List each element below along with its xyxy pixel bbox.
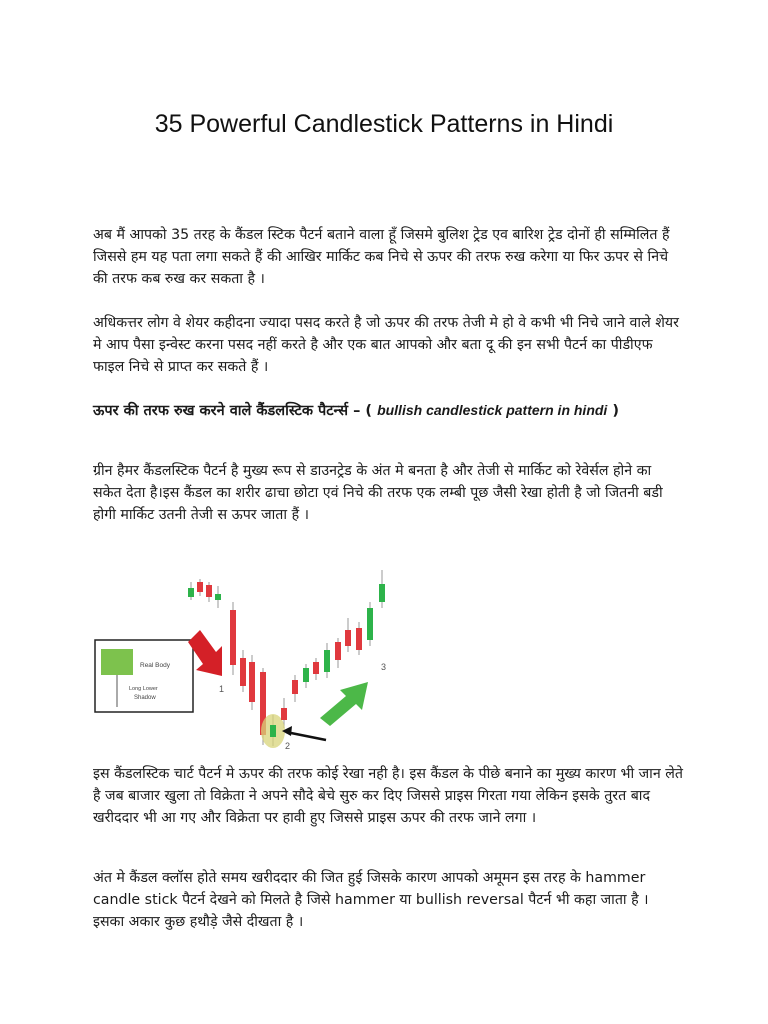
intro-paragraph: अब मैं आपको 35 तरह के कैंडल स्टिक पैटर्न बताने वाला हूँ जिसमे बुलिश ट्रेड एव बारिश ट्रेड दोनों ही सम्मिलित हैं जिससे हम यह पता लगा सकते हैं की आखिर मार्किट कब निचे से ऊपर की तरफ रुख करेगा या फिर ऊपर से निचे की तरफ कब रुख कर सकता है । <box>93 227 670 287</box>
bullish-candle <box>379 584 385 602</box>
bearish-candle <box>345 630 351 646</box>
section-heading-hindi: ऊपर की तरफ रुख करने वाले कैंडलस्टिक पैटर्न्स – ( <box>93 403 372 419</box>
marker-2: 2 <box>285 741 291 751</box>
page-title: 35 Powerful Candlestick Patterns in Hindi <box>154 110 614 138</box>
bearish-candle <box>249 662 255 702</box>
legend-long-lower-label: Long Lower <box>129 686 158 692</box>
bullish-candle <box>324 650 330 672</box>
legend-body-swatch <box>101 649 133 675</box>
bullish-candle <box>188 588 194 597</box>
bearish-candle <box>292 680 298 694</box>
closing-paragraph: अंत मे कैंडल क्लॉस होते समय खरीददार की जित हुई जिसके कारण आपको अमूमन इस तरह के hammer candle stick पैटर्न देखने को मिलते है जिसे hammer या bullish reversal पैटर्न भी कहा जाता है । इसका अकार कुछ हथौड़े जैसे दीखता है । <box>93 870 649 930</box>
hammer-explanation-paragraph: इस कैंडलस्टिक चार्ट पैटर्न मे ऊपर की तरफ कोई रेखा नही है। इस कैंडल के पीछे बनाने का मुख्य कारण भी जान लेते है जब बाजार खुला तो विक्रेता ने अपने सौदे बेचे सुरु कर दिए जिससे प्राइस गिरता गया लेकिन इसके तुरत बाद खरीददार भी आ गए और विक्रेता पर हावी हुए जिससे प्राइस ऊपर की तरफ जाने लगा । <box>93 766 683 826</box>
bearish-candle <box>356 628 362 650</box>
bearish-candle <box>240 658 246 686</box>
bullish-candle <box>367 608 373 640</box>
bullish-candle <box>303 668 309 682</box>
hammer-description-paragraph: ग्रीन हैमर कैंडलस्टिक पैटर्न है मुख्य रूप से डाउनट्रेड के अंत मे बनता है और तेजी से मार्किट को रेवेर्सल होने का सकेत देता है।इस कैंडल का शरीर ढाचा छोटा एवं निचे की तरफ एक लम्बी पूछ जैसी रेखा होती है जो जितनी बडी होगी मार्किट उतनी तेजी स ऊपर जाता हैं । <box>93 463 663 523</box>
uptrend-arrow <box>320 682 368 726</box>
bearish-candle <box>313 662 319 674</box>
candlestick-illustration <box>94 560 394 760</box>
section-heading <box>93 398 683 423</box>
bearish-candle <box>197 582 203 592</box>
bullish-candle <box>215 594 221 600</box>
section-heading-english: bullish candlestick pattern in hindi <box>377 402 608 418</box>
second-paragraph: अधिकत्तर लोग वे शेयर कहीदना ज्यादा पसद करते है जो ऊपर की तरफ तेजी मे हो वे कभी भी निचे जाने वाले शेयर मे आप पैसा इन्वेस्ट करना पसद नहीं करते है और एक बात आपको और बता दू की इन सभी पैटर्न का पीडीएफ फाइल निचे से प्राप्त कर सकते हैं । <box>93 315 679 375</box>
marker-3: 3 <box>381 662 387 672</box>
bearish-candle <box>206 585 212 597</box>
marker-1: 1 <box>219 684 225 694</box>
section-heading-close: ) <box>612 403 620 419</box>
legend-real-body-label: Real Body <box>140 662 170 669</box>
bearish-candle <box>230 610 236 665</box>
hammer-pattern-figure <box>94 560 394 760</box>
bearish-candle <box>281 708 287 720</box>
pointer-arrow-line <box>286 732 326 740</box>
legend-shadow-label: Shadow <box>134 695 156 701</box>
bearish-candle <box>335 642 341 660</box>
hammer-candle <box>270 725 276 737</box>
legend-box <box>95 640 193 712</box>
